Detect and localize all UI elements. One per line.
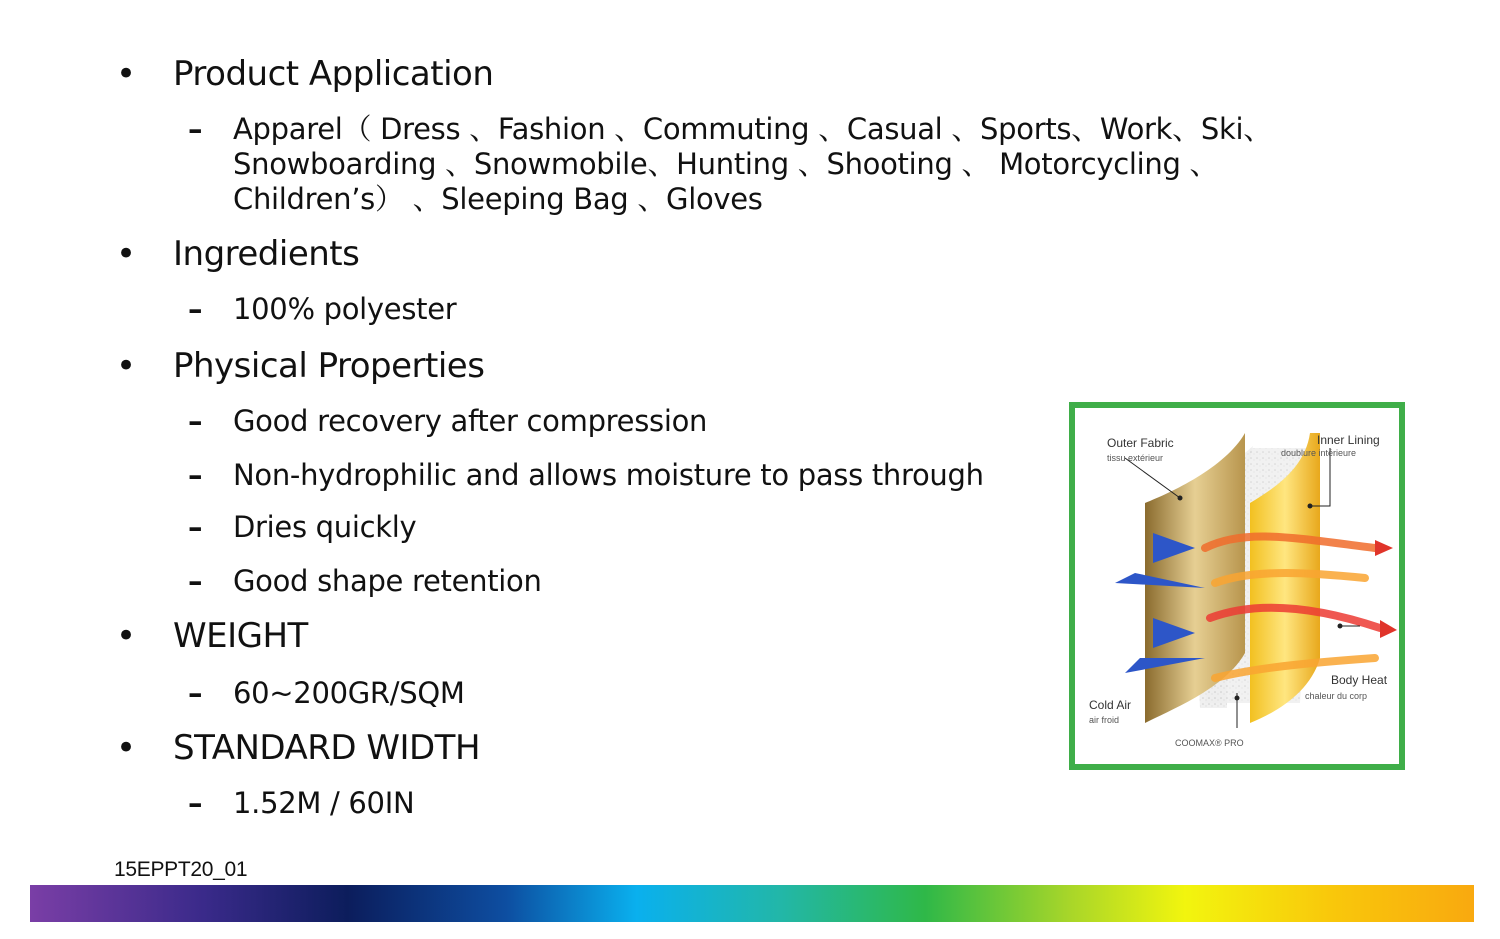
list-item-text: Good recovery after compression bbox=[233, 404, 708, 438]
label-cold-air: Cold Air bbox=[1089, 698, 1132, 712]
dash-icon: – bbox=[188, 564, 203, 598]
heading-text: WEIGHT bbox=[173, 616, 308, 656]
fabric-layers-diagram bbox=[1069, 402, 1405, 770]
heading-product-application bbox=[116, 54, 494, 94]
label-body-heat: Body Heat bbox=[1331, 673, 1388, 687]
rainbow-footer-bar bbox=[30, 885, 1474, 922]
list-item-text: Non-hydrophilic and allows moisture to pass through bbox=[233, 458, 984, 492]
heading-physical-properties bbox=[116, 346, 485, 386]
list-item bbox=[188, 292, 457, 327]
heading-ingredients bbox=[116, 234, 360, 274]
list-item-text: 100% polyester bbox=[233, 292, 457, 326]
list-item bbox=[188, 458, 984, 493]
list-item bbox=[188, 112, 1313, 217]
heading-text: Product Application bbox=[173, 54, 494, 94]
list-item bbox=[188, 676, 465, 711]
dash-icon: – bbox=[188, 112, 203, 146]
heading-standard-width bbox=[116, 728, 481, 768]
list-item-text: 1.52M / 60IN bbox=[233, 786, 415, 820]
heading-weight bbox=[116, 616, 308, 656]
bullet-icon: • bbox=[116, 346, 136, 386]
list-item bbox=[188, 404, 708, 439]
list-item bbox=[188, 564, 542, 599]
label-inner-lining-fr: doublure intérieure bbox=[1281, 448, 1357, 458]
bullet-icon: • bbox=[116, 616, 136, 656]
dash-icon: – bbox=[188, 786, 203, 820]
footer-code: 15EPPT20_01 bbox=[114, 858, 248, 881]
label-cold-air-fr: air froid bbox=[1089, 715, 1120, 725]
list-item bbox=[188, 786, 415, 821]
dash-icon: – bbox=[188, 458, 203, 492]
label-product: COOMAX® PRO bbox=[1175, 738, 1244, 748]
bullet-icon: • bbox=[116, 234, 136, 274]
heading-text: STANDARD WIDTH bbox=[173, 728, 481, 768]
list-item-text: Dries quickly bbox=[233, 510, 417, 544]
heading-text: Ingredients bbox=[173, 234, 360, 274]
label-outer-fabric: Outer Fabric bbox=[1107, 436, 1174, 450]
heading-text: Physical Properties bbox=[173, 346, 485, 386]
dash-icon: – bbox=[188, 292, 203, 326]
bullet-icon: • bbox=[116, 728, 136, 768]
dash-icon: – bbox=[188, 510, 203, 544]
list-item-text: 60~200GR/SQM bbox=[233, 676, 465, 710]
label-inner-lining: Inner Lining bbox=[1317, 433, 1380, 447]
dash-icon: – bbox=[188, 676, 203, 710]
list-item bbox=[188, 510, 417, 545]
list-item-text: Apparel（ Dress 、Fashion 、Commuting 、Casual 、Sports、Work、Ski、 Snowboarding 、Snowmobile、Hunting 、Shooting 、 Motorcycling 、 Children’s） 、Sleeping Bag 、Gloves bbox=[233, 112, 1272, 216]
label-body-heat-fr: chaleur du corp bbox=[1305, 691, 1368, 701]
dash-icon: – bbox=[188, 404, 203, 438]
list-item-text: Good shape retention bbox=[233, 564, 542, 598]
bullet-icon: • bbox=[116, 54, 136, 94]
label-outer-fabric-fr: tissu extérieur bbox=[1107, 453, 1164, 463]
